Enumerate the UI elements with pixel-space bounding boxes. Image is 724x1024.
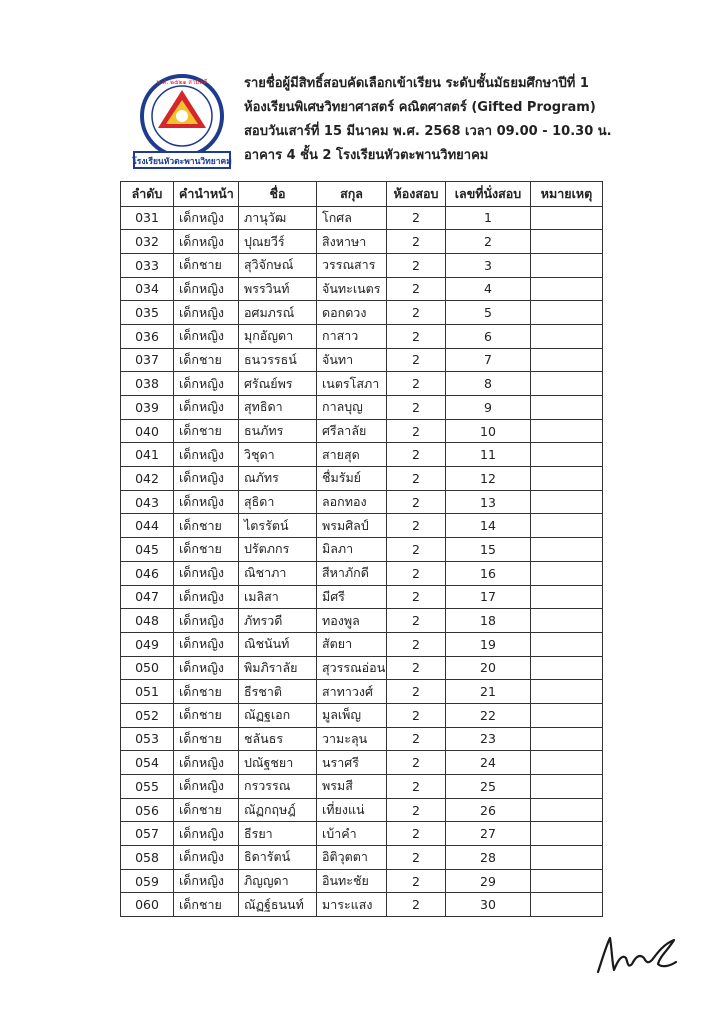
cell-remarks bbox=[531, 775, 603, 799]
cell-seat-number: 7 bbox=[446, 348, 531, 372]
table-row bbox=[121, 206, 603, 230]
cell-last-name: สุวรรณอ่อน bbox=[317, 656, 387, 680]
cell-exam-room: 2 bbox=[387, 656, 446, 680]
cell-last-name: ดอกดวง bbox=[317, 301, 387, 325]
cell-exam-room: 2 bbox=[387, 467, 446, 491]
table-row bbox=[121, 632, 603, 656]
cell-exam-room: 2 bbox=[387, 348, 446, 372]
cell-exam-room: 2 bbox=[387, 703, 446, 727]
cell-seat-number: 25 bbox=[446, 775, 531, 799]
cell-seat-number: 16 bbox=[446, 561, 531, 585]
cell-remarks bbox=[531, 253, 603, 277]
signature bbox=[588, 920, 688, 980]
cell-order: 052 bbox=[121, 703, 174, 727]
cell-first-name: สุทธิดา bbox=[239, 396, 317, 420]
cell-seat-number: 27 bbox=[446, 822, 531, 846]
cell-prefix: เด็กหญิง bbox=[174, 822, 239, 846]
cell-seat-number: 5 bbox=[446, 301, 531, 325]
cell-order: 046 bbox=[121, 561, 174, 585]
cell-exam-room: 2 bbox=[387, 585, 446, 609]
cell-remarks bbox=[531, 893, 603, 917]
cell-last-name: ศรีลาลัย bbox=[317, 419, 387, 443]
cell-prefix: เด็กชาย bbox=[174, 348, 239, 372]
cell-remarks bbox=[531, 396, 603, 420]
cell-remarks bbox=[531, 419, 603, 443]
table-row bbox=[121, 869, 603, 893]
table-row bbox=[121, 703, 603, 727]
logo-banner-text: โรงเรียนหัวตะพานวิทยาคม bbox=[132, 157, 232, 167]
cell-remarks bbox=[531, 467, 603, 491]
cell-order: 057 bbox=[121, 822, 174, 846]
cell-remarks bbox=[531, 443, 603, 467]
cell-prefix: เด็กชาย bbox=[174, 680, 239, 704]
cell-prefix: เด็กหญิง bbox=[174, 277, 239, 301]
cell-order: 041 bbox=[121, 443, 174, 467]
cell-first-name: กรวรรณ bbox=[239, 775, 317, 799]
cell-prefix: เด็กหญิง bbox=[174, 561, 239, 585]
cell-remarks bbox=[531, 301, 603, 325]
col-header-prefix: คำนำหน้า bbox=[174, 182, 239, 207]
cell-prefix: เด็กหญิง bbox=[174, 846, 239, 870]
cell-remarks bbox=[531, 561, 603, 585]
document-header bbox=[244, 72, 704, 168]
cell-order: 039 bbox=[121, 396, 174, 420]
cell-prefix: เด็กชาย bbox=[174, 798, 239, 822]
cell-exam-room: 2 bbox=[387, 253, 446, 277]
cell-order: 045 bbox=[121, 538, 174, 562]
cell-prefix: เด็กหญิง bbox=[174, 230, 239, 254]
cell-first-name: ณิชาภา bbox=[239, 561, 317, 585]
cell-prefix: เด็กชาย bbox=[174, 538, 239, 562]
cell-seat-number: 2 bbox=[446, 230, 531, 254]
cell-order: 048 bbox=[121, 609, 174, 633]
cell-last-name: มูลเพ็ญ bbox=[317, 703, 387, 727]
cell-seat-number: 10 bbox=[446, 419, 531, 443]
cell-exam-room: 2 bbox=[387, 751, 446, 775]
cell-seat-number: 12 bbox=[446, 467, 531, 491]
cell-order: 054 bbox=[121, 751, 174, 775]
cell-remarks bbox=[531, 680, 603, 704]
cell-exam-room: 2 bbox=[387, 230, 446, 254]
cell-last-name: โกศล bbox=[317, 206, 387, 230]
cell-order: 044 bbox=[121, 514, 174, 538]
cell-first-name: ณัฏฐ์ธนนท์ bbox=[239, 893, 317, 917]
cell-last-name: เนตรโสภา bbox=[317, 372, 387, 396]
candidate-table bbox=[120, 181, 603, 917]
cell-exam-room: 2 bbox=[387, 893, 446, 917]
table-row bbox=[121, 822, 603, 846]
table-row bbox=[121, 775, 603, 799]
cell-prefix: เด็กหญิง bbox=[174, 869, 239, 893]
cell-first-name: ธนวรรธน์ bbox=[239, 348, 317, 372]
cell-exam-room: 2 bbox=[387, 846, 446, 870]
cell-remarks bbox=[531, 585, 603, 609]
cell-order: 042 bbox=[121, 467, 174, 491]
cell-exam-room: 2 bbox=[387, 277, 446, 301]
cell-last-name: เบ้าคำ bbox=[317, 822, 387, 846]
cell-exam-room: 2 bbox=[387, 490, 446, 514]
cell-seat-number: 4 bbox=[446, 277, 531, 301]
cell-seat-number: 17 bbox=[446, 585, 531, 609]
cell-order: 047 bbox=[121, 585, 174, 609]
cell-seat-number: 1 bbox=[446, 206, 531, 230]
table-row bbox=[121, 727, 603, 751]
cell-exam-room: 2 bbox=[387, 396, 446, 420]
cell-remarks bbox=[531, 727, 603, 751]
cell-order: 050 bbox=[121, 656, 174, 680]
header-line-2: ห้องเรียนพิเศษวิทยาศาสตร์ คณิตศาสตร์ (Gifted Program) bbox=[244, 100, 596, 115]
cell-first-name: เมลิสา bbox=[239, 585, 317, 609]
cell-last-name: ชื่มรัมย์ bbox=[317, 467, 387, 491]
cell-order: 033 bbox=[121, 253, 174, 277]
cell-remarks bbox=[531, 348, 603, 372]
cell-prefix: เด็กหญิง bbox=[174, 656, 239, 680]
cell-order: 040 bbox=[121, 419, 174, 443]
cell-exam-room: 2 bbox=[387, 561, 446, 585]
table-row bbox=[121, 846, 603, 870]
table-row bbox=[121, 467, 603, 491]
table-row bbox=[121, 301, 603, 325]
cell-order: 035 bbox=[121, 301, 174, 325]
cell-prefix: เด็กหญิง bbox=[174, 396, 239, 420]
cell-last-name: มีศรี bbox=[317, 585, 387, 609]
cell-last-name: อิติวุตตา bbox=[317, 846, 387, 870]
cell-remarks bbox=[531, 869, 603, 893]
cell-seat-number: 24 bbox=[446, 751, 531, 775]
col-header-seat-number: เลขที่นั่งสอบ bbox=[446, 182, 531, 207]
cell-prefix: เด็กหญิง bbox=[174, 609, 239, 633]
cell-remarks bbox=[531, 798, 603, 822]
logo-top-text: พ.ศ. ๒๕๒๑ สามัคคี bbox=[156, 79, 208, 86]
cell-prefix: เด็กชาย bbox=[174, 514, 239, 538]
table-row bbox=[121, 277, 603, 301]
cell-prefix: เด็กหญิง bbox=[174, 372, 239, 396]
cell-exam-room: 2 bbox=[387, 869, 446, 893]
cell-exam-room: 2 bbox=[387, 419, 446, 443]
cell-order: 051 bbox=[121, 680, 174, 704]
cell-order: 032 bbox=[121, 230, 174, 254]
cell-order: 031 bbox=[121, 206, 174, 230]
cell-exam-room: 2 bbox=[387, 680, 446, 704]
table-row bbox=[121, 680, 603, 704]
cell-prefix: เด็กหญิง bbox=[174, 301, 239, 325]
cell-last-name: นราศรี bbox=[317, 751, 387, 775]
cell-remarks bbox=[531, 656, 603, 680]
cell-last-name: พรมศิลป์ bbox=[317, 514, 387, 538]
table-row bbox=[121, 893, 603, 917]
col-header-order: ลำดับ bbox=[121, 182, 174, 207]
cell-last-name: จันทะเนตร bbox=[317, 277, 387, 301]
table-row bbox=[121, 230, 603, 254]
cell-first-name: สุวิจักษณ์ bbox=[239, 253, 317, 277]
cell-exam-room: 2 bbox=[387, 324, 446, 348]
table-row bbox=[121, 419, 603, 443]
cell-order: 056 bbox=[121, 798, 174, 822]
cell-first-name: พิมภิราลัย bbox=[239, 656, 317, 680]
cell-last-name: เที่ยงแน่ bbox=[317, 798, 387, 822]
cell-seat-number: 28 bbox=[446, 846, 531, 870]
cell-first-name: ปุณยวีร์ bbox=[239, 230, 317, 254]
cell-remarks bbox=[531, 514, 603, 538]
cell-exam-room: 2 bbox=[387, 798, 446, 822]
header-line-3: สอบวันเสาร์ที่ 15 มีนาคม พ.ศ. 2568 เวลา 09.00 - 10.30 น. bbox=[244, 124, 612, 139]
cell-remarks bbox=[531, 230, 603, 254]
table-row bbox=[121, 798, 603, 822]
cell-prefix: เด็กหญิง bbox=[174, 775, 239, 799]
table-row bbox=[121, 585, 603, 609]
cell-last-name: กาสาว bbox=[317, 324, 387, 348]
cell-prefix: เด็กหญิง bbox=[174, 751, 239, 775]
cell-remarks bbox=[531, 490, 603, 514]
cell-exam-room: 2 bbox=[387, 206, 446, 230]
cell-seat-number: 19 bbox=[446, 632, 531, 656]
header-line-1: รายชื่อผู้มีสิทธิ์สอบคัดเลือกเข้าเรียน ระดับชั้นมัธยมศึกษาปีที่ 1 bbox=[244, 76, 589, 91]
cell-seat-number: 11 bbox=[446, 443, 531, 467]
table-row bbox=[121, 372, 603, 396]
cell-order: 043 bbox=[121, 490, 174, 514]
cell-last-name: กาลบุญ bbox=[317, 396, 387, 420]
cell-prefix: เด็กหญิง bbox=[174, 206, 239, 230]
table-row bbox=[121, 561, 603, 585]
school-logo bbox=[128, 72, 236, 172]
cell-first-name: มุกอัญดา bbox=[239, 324, 317, 348]
cell-remarks bbox=[531, 538, 603, 562]
cell-seat-number: 26 bbox=[446, 798, 531, 822]
cell-exam-room: 2 bbox=[387, 609, 446, 633]
cell-last-name: อินทะชัย bbox=[317, 869, 387, 893]
header-line-4: อาคาร 4 ชั้น 2 โรงเรียนหัวตะพานวิทยาคม bbox=[244, 148, 489, 163]
cell-prefix: เด็กหญิง bbox=[174, 632, 239, 656]
table-row bbox=[121, 609, 603, 633]
table-row bbox=[121, 348, 603, 372]
cell-last-name: ทองพูล bbox=[317, 609, 387, 633]
cell-last-name: ลอกทอง bbox=[317, 490, 387, 514]
table-row bbox=[121, 751, 603, 775]
cell-order: 049 bbox=[121, 632, 174, 656]
table-row bbox=[121, 538, 603, 562]
cell-first-name: ณิชนันท์ bbox=[239, 632, 317, 656]
cell-first-name: วิชุดา bbox=[239, 443, 317, 467]
table-row bbox=[121, 656, 603, 680]
cell-first-name: ปรัตภกร bbox=[239, 538, 317, 562]
cell-last-name: จันทา bbox=[317, 348, 387, 372]
cell-first-name: ไตรรัตน์ bbox=[239, 514, 317, 538]
cell-exam-room: 2 bbox=[387, 822, 446, 846]
col-header-remarks: หมายเหตุ bbox=[531, 182, 603, 207]
cell-seat-number: 6 bbox=[446, 324, 531, 348]
table-row bbox=[121, 490, 603, 514]
cell-seat-number: 15 bbox=[446, 538, 531, 562]
cell-seat-number: 9 bbox=[446, 396, 531, 420]
cell-seat-number: 30 bbox=[446, 893, 531, 917]
cell-last-name: มิลภา bbox=[317, 538, 387, 562]
cell-first-name: อศมภรณ์ bbox=[239, 301, 317, 325]
cell-prefix: เด็กชาย bbox=[174, 253, 239, 277]
cell-prefix: เด็กชาย bbox=[174, 893, 239, 917]
cell-last-name: สาทาวงศ์ bbox=[317, 680, 387, 704]
cell-remarks bbox=[531, 703, 603, 727]
cell-first-name: ภานุวัฒ bbox=[239, 206, 317, 230]
cell-remarks bbox=[531, 632, 603, 656]
cell-order: 055 bbox=[121, 775, 174, 799]
col-header-last-name: สกุล bbox=[317, 182, 387, 207]
cell-exam-room: 2 bbox=[387, 775, 446, 799]
cell-order: 036 bbox=[121, 324, 174, 348]
cell-order: 060 bbox=[121, 893, 174, 917]
col-header-exam-room: ห้องสอบ bbox=[387, 182, 446, 207]
cell-seat-number: 29 bbox=[446, 869, 531, 893]
cell-exam-room: 2 bbox=[387, 443, 446, 467]
cell-prefix: เด็กหญิง bbox=[174, 324, 239, 348]
cell-order: 038 bbox=[121, 372, 174, 396]
cell-last-name: วามะลุน bbox=[317, 727, 387, 751]
table-row bbox=[121, 514, 603, 538]
cell-last-name: สายสุด bbox=[317, 443, 387, 467]
table-row bbox=[121, 396, 603, 420]
cell-order: 053 bbox=[121, 727, 174, 751]
cell-order: 058 bbox=[121, 846, 174, 870]
cell-last-name: มาระแสง bbox=[317, 893, 387, 917]
table-row bbox=[121, 443, 603, 467]
cell-prefix: เด็กชาย bbox=[174, 419, 239, 443]
cell-exam-room: 2 bbox=[387, 372, 446, 396]
cell-order: 059 bbox=[121, 869, 174, 893]
table-body bbox=[121, 206, 603, 917]
cell-remarks bbox=[531, 277, 603, 301]
cell-first-name: ธีรยา bbox=[239, 822, 317, 846]
cell-prefix: เด็กหญิง bbox=[174, 490, 239, 514]
cell-seat-number: 22 bbox=[446, 703, 531, 727]
cell-prefix: เด็กหญิง bbox=[174, 443, 239, 467]
cell-seat-number: 20 bbox=[446, 656, 531, 680]
cell-exam-room: 2 bbox=[387, 727, 446, 751]
cell-seat-number: 13 bbox=[446, 490, 531, 514]
cell-first-name: ธีรชาติ bbox=[239, 680, 317, 704]
cell-exam-room: 2 bbox=[387, 301, 446, 325]
table-header-row bbox=[121, 182, 603, 207]
cell-remarks bbox=[531, 751, 603, 775]
cell-first-name: พรรวินท์ bbox=[239, 277, 317, 301]
cell-prefix: เด็กหญิง bbox=[174, 585, 239, 609]
cell-seat-number: 23 bbox=[446, 727, 531, 751]
cell-last-name: สัตยา bbox=[317, 632, 387, 656]
col-header-first-name: ชื่อ bbox=[239, 182, 317, 207]
cell-first-name: ณัฏกฤษฎ์ bbox=[239, 798, 317, 822]
cell-remarks bbox=[531, 609, 603, 633]
cell-first-name: ณภัทร bbox=[239, 467, 317, 491]
cell-first-name: ภัทรวดี bbox=[239, 609, 317, 633]
cell-first-name: ชลันธร bbox=[239, 727, 317, 751]
cell-last-name: พรมสี bbox=[317, 775, 387, 799]
table-row bbox=[121, 253, 603, 277]
cell-order: 037 bbox=[121, 348, 174, 372]
table-row bbox=[121, 324, 603, 348]
cell-seat-number: 8 bbox=[446, 372, 531, 396]
cell-first-name: ธิดารัตน์ bbox=[239, 846, 317, 870]
cell-remarks bbox=[531, 822, 603, 846]
cell-seat-number: 14 bbox=[446, 514, 531, 538]
cell-seat-number: 3 bbox=[446, 253, 531, 277]
cell-prefix: เด็กหญิง bbox=[174, 467, 239, 491]
cell-remarks bbox=[531, 372, 603, 396]
cell-order: 034 bbox=[121, 277, 174, 301]
cell-prefix: เด็กชาย bbox=[174, 703, 239, 727]
cell-remarks bbox=[531, 846, 603, 870]
cell-first-name: ศรัณย์พร bbox=[239, 372, 317, 396]
cell-exam-room: 2 bbox=[387, 514, 446, 538]
cell-seat-number: 21 bbox=[446, 680, 531, 704]
cell-first-name: ภิญญดา bbox=[239, 869, 317, 893]
cell-remarks bbox=[531, 206, 603, 230]
cell-last-name: วรรณสาร bbox=[317, 253, 387, 277]
cell-remarks bbox=[531, 324, 603, 348]
cell-prefix: เด็กชาย bbox=[174, 727, 239, 751]
cell-first-name: ธนภัทร bbox=[239, 419, 317, 443]
cell-exam-room: 2 bbox=[387, 632, 446, 656]
cell-first-name: ณัฏฐเอก bbox=[239, 703, 317, 727]
cell-first-name: ปณัฐชยา bbox=[239, 751, 317, 775]
cell-seat-number: 18 bbox=[446, 609, 531, 633]
cell-first-name: สุธิดา bbox=[239, 490, 317, 514]
cell-last-name: สิงหาษา bbox=[317, 230, 387, 254]
cell-last-name: สีหาภักดี bbox=[317, 561, 387, 585]
cell-exam-room: 2 bbox=[387, 538, 446, 562]
